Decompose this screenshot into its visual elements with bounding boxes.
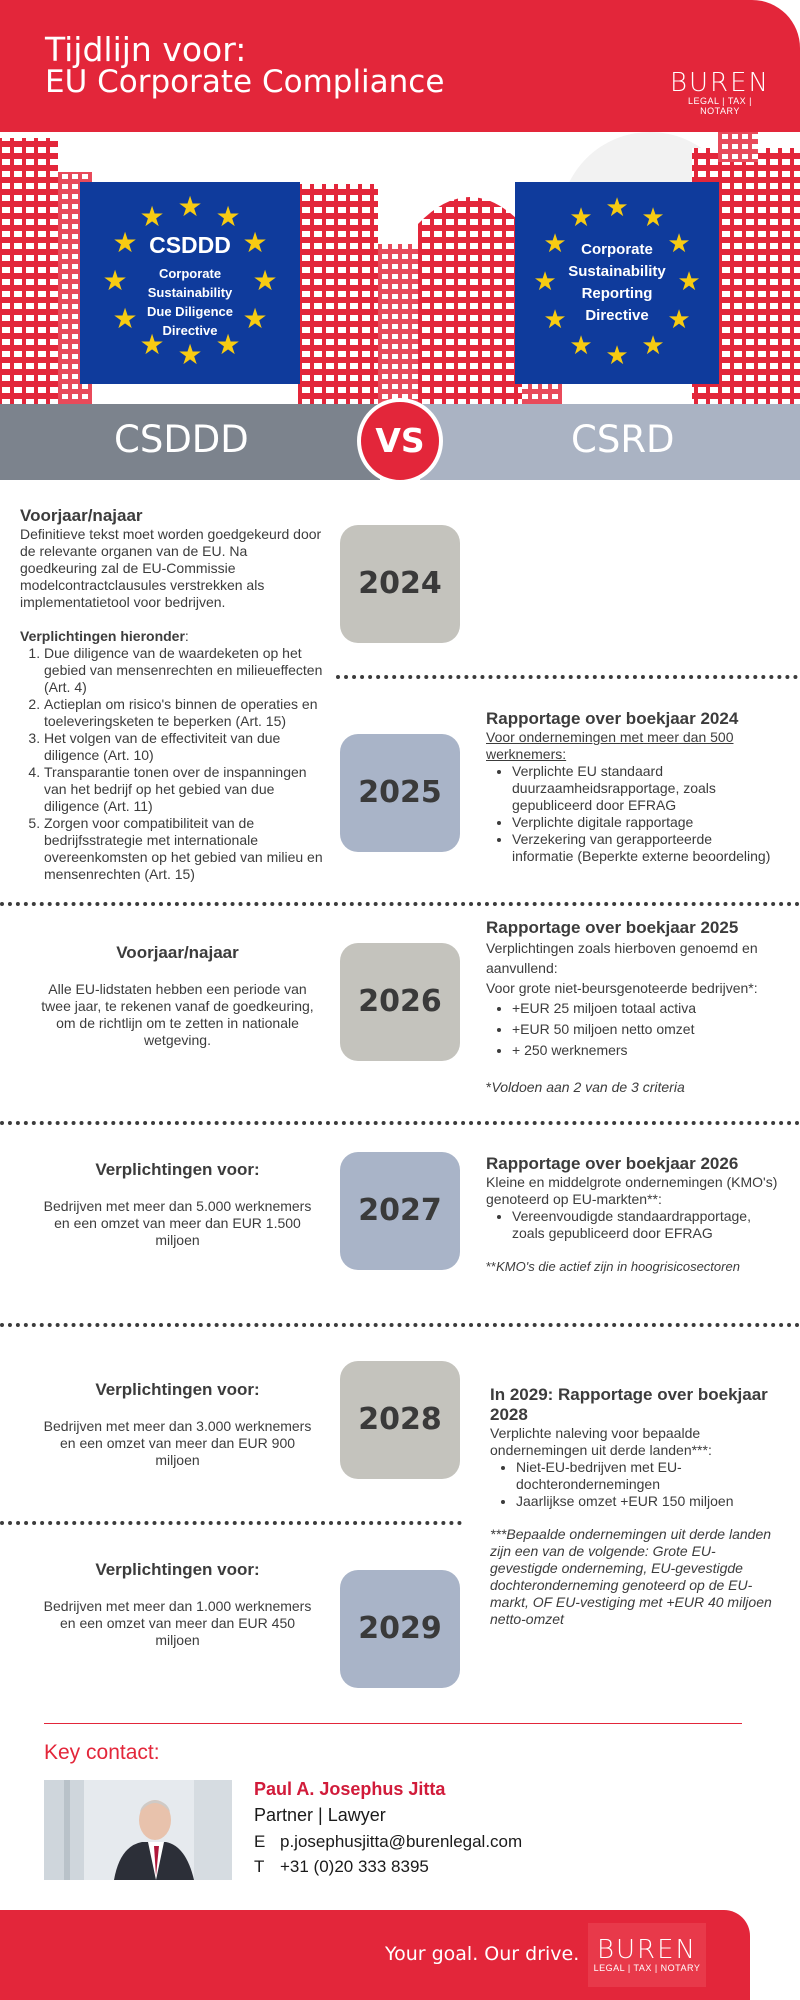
csddd-2027-block — [40, 1160, 315, 1249]
divider — [0, 1521, 462, 1525]
list-item: • +EUR 50 miljoen netto omzet — [512, 1019, 786, 1040]
csrd-2026-note — [486, 1077, 786, 1097]
svg-text:★: ★ — [641, 331, 665, 361]
csrd-2028-note — [490, 1526, 780, 1628]
note-mark: ** — [486, 1259, 497, 1274]
buren-logo — [588, 1935, 706, 1973]
buren-logo — [670, 68, 770, 116]
csrd-2026-list — [486, 998, 786, 1061]
csddd-flag-line: Sustainability — [147, 285, 233, 300]
year-2025: 2025 — [340, 734, 460, 852]
svg-text:★: ★ — [242, 302, 268, 335]
csrd-2027-block — [486, 1154, 786, 1275]
csddd-2027-heading: Verplichtingen voor: — [95, 1160, 260, 1179]
divider — [0, 1323, 800, 1327]
svg-text:★: ★ — [569, 203, 593, 233]
note-text: Bepaalde ondernemingen uit derde landen zijn een van de volgende: Grote EU-gevestigde onderneming, EU-gevestigde dochteronderneming genoteerd op de EU-markt, OF EU-vestiging met +EUR 40 miljoen netto-omzet — [490, 1526, 772, 1627]
csrd-2025-heading: Rapportage over boekjaar 2024 — [486, 709, 739, 728]
contact-email-link[interactable]: p.josephusjitta@burenlegal.com — [280, 1832, 523, 1851]
svg-text:★: ★ — [177, 190, 203, 223]
key-contact-label: Key contact: — [44, 1741, 160, 1764]
year-2024: 2024 — [340, 525, 460, 643]
email-key: E — [254, 1832, 266, 1851]
csrd-flag-line: Corporate — [581, 241, 653, 258]
list-item: • Niet-EU-bedrijven met EU-dochterondernemingen — [516, 1459, 780, 1493]
obligations-heading: Verplichtingen hieronder — [20, 628, 185, 644]
csrd-2026-intro2: Voor grote niet-beursgenoteerde bedrijven*: — [486, 980, 758, 996]
page-title-line2: EU Corporate Compliance — [45, 64, 445, 100]
year-2026: 2026 — [340, 943, 460, 1061]
note-text: KMO's die actief zijn in hoogrisicosectoren — [496, 1259, 740, 1274]
contact-phone-row — [254, 1857, 429, 1877]
list-item: • +EUR 25 miljoen totaal activa — [512, 998, 786, 1019]
list-item: • Verplichte EU standaard duurzaamheidsrapportage, zoals gepubliceerd door EFRAG — [512, 763, 776, 814]
year-2029: 2029 — [340, 1570, 460, 1688]
year-2028: 2028 — [340, 1361, 460, 1479]
svg-text:★: ★ — [533, 267, 557, 297]
csrd-2028-heading: In 2029: Rapportage over boekjaar 2028 — [490, 1385, 768, 1424]
svg-text:★: ★ — [139, 200, 165, 233]
svg-text:★: ★ — [215, 200, 241, 233]
svg-text:★: ★ — [139, 328, 165, 361]
logo-name: BUREN — [597, 1935, 697, 1965]
contact-phone-link[interactable]: +31 (0)20 333 8395 — [280, 1857, 429, 1876]
csrd-2027-list — [486, 1208, 786, 1242]
list-item: • Jaarlijkse omzet +EUR 150 miljoen — [516, 1493, 780, 1510]
csddd-flag-text — [80, 264, 300, 340]
logo-sub: LEGAL | TAX | NOTARY — [687, 96, 753, 116]
csddd-2029-heading: Verplichtingen voor: — [95, 1560, 260, 1579]
logo-sub: LEGAL | TAX | NOTARY — [593, 1963, 701, 1973]
footer-slogan: Your goal. Our drive. — [385, 1943, 580, 1965]
svg-text:★: ★ — [252, 264, 278, 297]
csrd-2027-intro: Kleine en middelgrote ondernemingen (KMO's) genoteerd op EU-markten**: — [486, 1174, 778, 1207]
svg-text:★: ★ — [641, 203, 665, 233]
svg-text:★: ★ — [112, 226, 138, 259]
svg-text:★: ★ — [605, 193, 629, 223]
csrd-flag-line: Reporting — [581, 285, 653, 302]
csddd-label: CSDDD — [114, 418, 249, 461]
csrd-2027-note — [486, 1258, 786, 1275]
header-banner — [0, 0, 800, 132]
contact-email-row — [254, 1832, 522, 1852]
contact-name: Paul A. Josephus Jitta — [254, 1779, 446, 1799]
csddd-obligations-title — [20, 628, 325, 645]
csrd-2028-block — [490, 1385, 780, 1628]
csddd-flag-line: Due Diligence — [147, 304, 233, 319]
logo-name: BUREN — [670, 68, 770, 98]
contact-photo — [44, 1780, 232, 1880]
svg-text:★: ★ — [543, 305, 567, 335]
contact-divider — [44, 1723, 742, 1724]
csddd-2026-block — [40, 943, 315, 1049]
year-2027: 2027 — [340, 1152, 460, 1270]
csddd-2024-block — [20, 506, 325, 883]
csddd-2029-body: Bedrijven met meer dan 1.000 werknemers en een omzet van meer dan EUR 450 miljoen — [43, 1598, 312, 1648]
csddd-2028-body: Bedrijven met meer dan 3.000 werknemers en een omzet van meer dan EUR 900 miljoen — [43, 1418, 312, 1468]
page-title-line1: Tijdlijn voor: — [45, 30, 247, 69]
svg-text:★: ★ — [677, 267, 701, 297]
csddd-2026-heading: Voorjaar/najaar — [116, 943, 239, 962]
list-item: 3. Het volgen van de effectiviteit van due diligence (Art. 10) — [44, 730, 325, 764]
vs-badge: VS — [357, 398, 443, 484]
list-item: • Verzekering van gerapporteerde informatie (Beperkte externe beoordeling) — [512, 831, 776, 865]
csddd-flag-line: Directive — [162, 323, 218, 338]
csrd-2025-subheading: Voor ondernemingen met meer dan 500 werknemers: — [486, 729, 734, 762]
svg-text:★: ★ — [177, 338, 203, 371]
csrd-label: CSRD — [571, 418, 675, 461]
svg-text:★: ★ — [667, 305, 691, 335]
csrd-2028-intro: Verplichte naleving voor bepaalde ondernemingen uit derde landen***: — [490, 1425, 712, 1458]
csddd-flag-title: CSDDD — [149, 232, 231, 258]
svg-text:★: ★ — [215, 328, 241, 361]
svg-text:★: ★ — [605, 341, 629, 371]
csrd-2028-list — [490, 1459, 780, 1510]
note-mark: *** — [490, 1526, 507, 1542]
list-item: 4. Transparantie tonen over de inspanningen van het bedrijf op het gebied van due diligence (Art. 11) — [44, 764, 325, 815]
csrd-flag — [515, 182, 719, 384]
csrd-2026-intro1: Verplichtingen zoals hierboven genoemd en aanvullend: — [486, 940, 758, 976]
csrd-2025-block — [486, 709, 776, 865]
svg-text:★: ★ — [242, 226, 268, 259]
csrd-2027-heading: Rapportage over boekjaar 2026 — [486, 1154, 739, 1173]
csddd-2029-block — [40, 1560, 315, 1649]
csrd-2026-heading: Rapportage over boekjaar 2025 — [486, 918, 739, 937]
obligations-colon: : — [184, 628, 189, 644]
list-item: • + 250 werknemers — [512, 1040, 786, 1061]
person-photo-icon — [44, 1780, 232, 1880]
csddd-2028-block — [40, 1380, 315, 1469]
csddd-flag — [80, 182, 300, 384]
csddd-2028-heading: Verplichtingen voor: — [95, 1380, 260, 1399]
list-item: • Vereenvoudigde standaardrapportage, zoals gepubliceerd door EFRAG — [512, 1208, 786, 1242]
divider — [0, 1121, 800, 1125]
footer-logo-box — [588, 1923, 706, 1987]
csrd-flag-text — [515, 239, 719, 327]
note-mark: * — [486, 1079, 492, 1095]
csddd-obligations-list — [20, 645, 325, 883]
csddd-2024-heading: Voorjaar/najaar — [20, 506, 143, 525]
note-text: Voldoen aan 2 van de 3 criteria — [491, 1079, 685, 1095]
csrd-2026-block — [486, 918, 786, 1097]
csrd-flag-line: Directive — [585, 307, 649, 324]
contact-role: Partner | Lawyer — [254, 1805, 386, 1825]
csddd-2026-body: Alle EU-lidstaten hebben een periode van twee jaar, te rekenen vanaf de goedkeuring, om de richtlijn om te zetten in nationale wetgeving. — [41, 981, 314, 1048]
phone-key: T — [254, 1857, 265, 1876]
svg-text:★: ★ — [667, 229, 691, 259]
csddd-2027-body: Bedrijven met meer dan 5.000 werknemers en een omzet van meer dan EUR 1.500 miljoen — [43, 1198, 312, 1248]
divider — [336, 675, 798, 679]
divider — [0, 902, 800, 906]
csrd-flag-line: Sustainability — [568, 263, 666, 280]
list-item: • Verplichte digitale rapportage — [512, 814, 776, 831]
list-item: 2. Actieplan om risico's binnen de operaties en toeleveringsketen te beperken (Art. 15) — [44, 696, 325, 730]
svg-text:★: ★ — [569, 331, 593, 361]
svg-text:★: ★ — [543, 229, 567, 259]
list-item: 5. Zorgen voor compatibiliteit van de bedrijfsstrategie met internationale overeenkomsten op het gebied van milieu en mensenrechten (Art. 15) — [44, 815, 325, 883]
csddd-flag-line: Corporate — [158, 266, 222, 281]
csddd-2024-body: Definitieve tekst moet worden goedgekeurd door de relevante organen van de EU. Na goedkeuring zal de EU-Commissie modelcontractclausules verstrekken als implementatietool voor bedrijven. — [20, 526, 322, 610]
svg-text:★: ★ — [112, 302, 138, 335]
svg-text:★: ★ — [102, 264, 128, 297]
list-item: 1. Due diligence van de waardeketen op het gebied van mensenrechten en milieueffecten (Art. 4) — [44, 645, 325, 696]
csrd-2025-list — [486, 763, 776, 865]
